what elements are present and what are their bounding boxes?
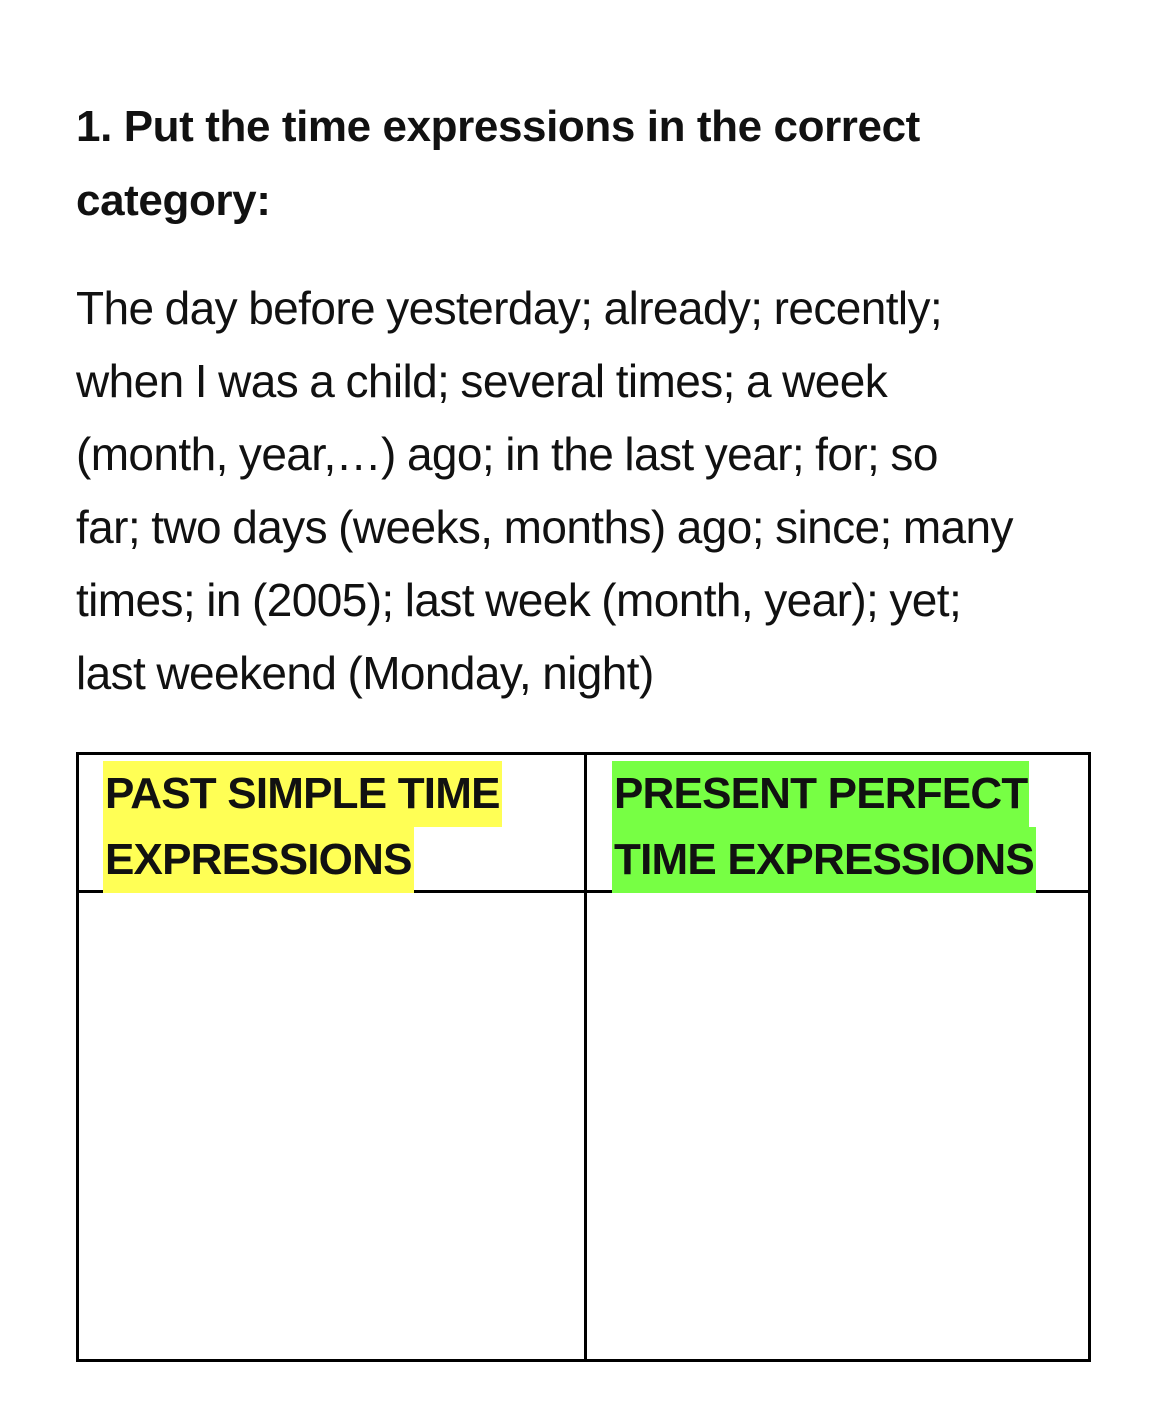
word-bank-line: (month, year,…) ago; in the last year; for; so <box>76 428 938 480</box>
past-simple-header-line: PAST SIMPLE TIME <box>103 761 502 827</box>
present-perfect-header-line: PRESENT PERFECT <box>612 761 1029 827</box>
word-bank-line: far; two days (weeks, months) ago; since; many <box>76 501 1013 553</box>
word-bank-line: The day before yesterday; already; recently; <box>76 282 943 334</box>
exercise-heading <box>76 90 1086 238</box>
present-perfect-header <box>612 761 1036 893</box>
past-simple-answer-cell[interactable] <box>79 893 584 1359</box>
present-perfect-header-line: TIME EXPRESSIONS <box>612 827 1036 893</box>
word-bank-line: when I was a child; several times; a week <box>76 355 888 407</box>
word-bank <box>76 272 1116 710</box>
past-simple-header-line: EXPRESSIONS <box>103 827 414 893</box>
word-bank-line: last weekend (Monday, night) <box>76 647 654 699</box>
heading-line: category: <box>76 176 271 225</box>
present-perfect-answer-cell[interactable] <box>587 893 1088 1359</box>
category-table <box>76 752 1091 1362</box>
past-simple-header <box>103 761 502 893</box>
heading-line: 1. Put the time expressions in the correct <box>76 102 920 151</box>
word-bank-line: times; in (2005); last week (month, year); yet; <box>76 574 962 626</box>
